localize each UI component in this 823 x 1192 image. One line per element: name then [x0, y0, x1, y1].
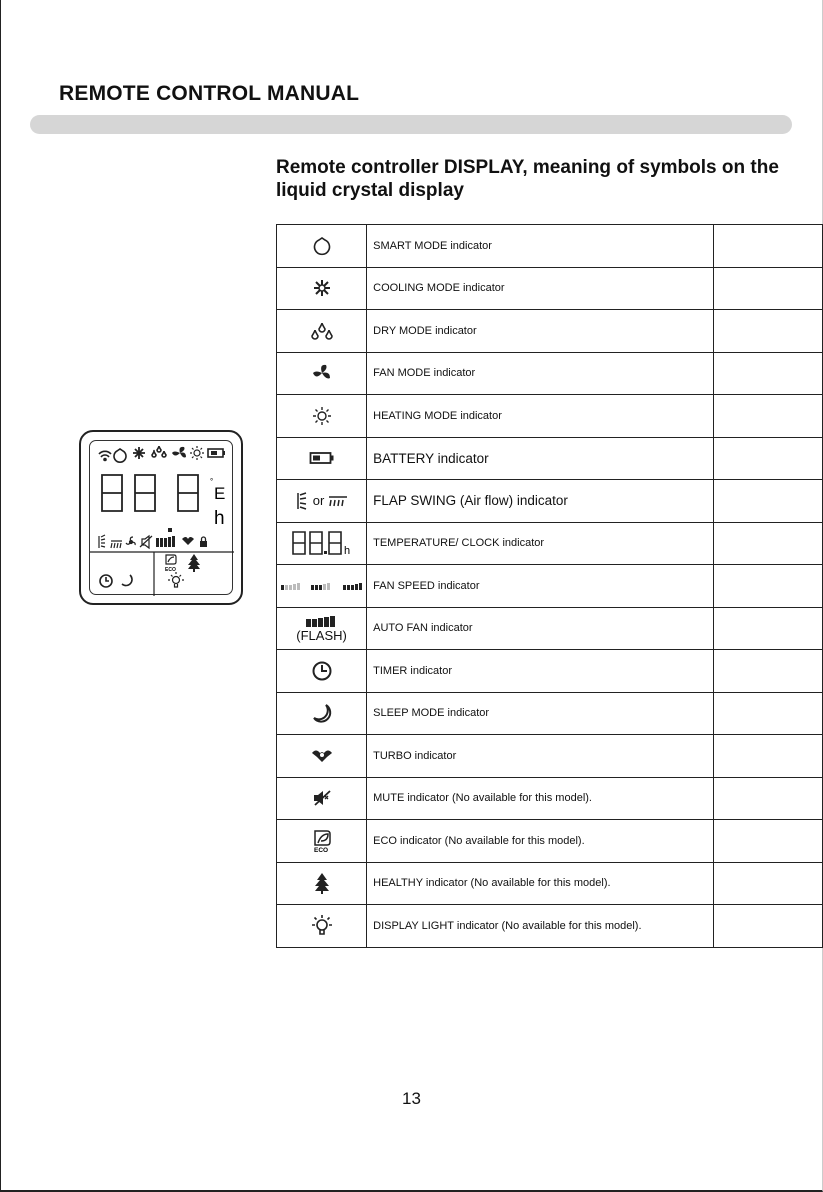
lcd-letter-e: E: [214, 484, 226, 503]
symbol-cell: [277, 777, 367, 820]
table-row: [277, 352, 823, 395]
digits-unit: h: [343, 545, 350, 557]
table-row: [277, 522, 823, 565]
description-cell: TURBO indicator: [367, 735, 642, 778]
turbo-icon: [311, 748, 333, 764]
symbol-cell: [277, 310, 367, 353]
bulb-icon: [168, 572, 184, 587]
description-cell: ECO indicator (No available for this model).: [367, 820, 642, 863]
symbol-cell: [277, 905, 367, 948]
description-cell: HEATING MODE indicator: [367, 395, 642, 438]
table-row: [277, 310, 823, 353]
page-number: 13: [402, 1089, 421, 1108]
fan-icon: [311, 363, 333, 383]
symbol-cell: [277, 225, 367, 268]
symbol-cell: [277, 522, 367, 565]
description-cell: HEALTHY indicator (No available for this model).: [367, 862, 642, 905]
table-row: [277, 820, 823, 863]
lcd-big-digits: [102, 475, 198, 511]
digits-icon: [291, 530, 353, 556]
lock-icon: [200, 537, 207, 547]
battery-icon: [208, 449, 225, 457]
fan-speed-bars: [156, 536, 175, 547]
symbol-cell: [277, 395, 367, 438]
description-cell: FAN MODE indicator: [367, 352, 642, 395]
turbo-icon: [182, 537, 194, 545]
mute-icon: [140, 536, 152, 548]
lcd-display-illustration: [79, 430, 243, 605]
table-row: [277, 480, 823, 523]
snowflake-icon: [133, 447, 145, 459]
table-row: [277, 735, 823, 778]
tree-icon: [313, 872, 331, 894]
manual-title: REMOTE CONTROL MANUAL: [59, 82, 360, 105]
description-cell: SLEEP MODE indicator: [367, 692, 642, 735]
flash-label: (FLASH): [296, 627, 347, 643]
lcd-screen: [89, 440, 233, 595]
description-cell: TEMPERATURE/ CLOCK indicator: [367, 522, 642, 565]
symbol-cell: [277, 735, 367, 778]
drops-icon: [309, 321, 335, 341]
symbol-cell: [277, 820, 367, 863]
table-row: [277, 692, 823, 735]
lcd-decimal-point: [168, 528, 172, 532]
fan-icon: [172, 447, 186, 458]
louver-icon: [328, 494, 348, 508]
moon-icon: [311, 702, 333, 724]
sun-icon: [190, 446, 204, 460]
snowflake-icon: [312, 278, 332, 298]
moon-icon: [122, 575, 132, 586]
symbol-cell: [277, 267, 367, 310]
symbol-cell: [277, 607, 367, 650]
eco-icon: [311, 829, 333, 853]
flap-swing-icon: [99, 535, 105, 548]
clock-icon: [311, 660, 333, 682]
table-row: [277, 862, 823, 905]
table-row: [277, 650, 823, 693]
bulb-icon: [310, 914, 334, 938]
table-row: [277, 395, 823, 438]
louver-icon: [111, 541, 122, 548]
section-title: Remote controller DISPLAY, meaning of symbols on the liquid crystal display: [276, 157, 779, 201]
table-row: [277, 777, 823, 820]
symbol-cell: [277, 480, 367, 523]
description-cell: SMART MODE indicator: [367, 225, 642, 268]
smart-mode-icon: [114, 449, 126, 462]
tree-icon: [188, 554, 200, 572]
symbol-cell: [277, 352, 367, 395]
symbol-cell: [277, 565, 367, 608]
table-row: [277, 267, 823, 310]
eco-icon: [166, 555, 176, 564]
symbols-table: [276, 224, 823, 948]
table-row: [277, 607, 823, 650]
description-cell: MUTE indicator (No available for this model).: [367, 777, 642, 820]
table-row: [277, 437, 823, 480]
description-cell: BATTERY indicator: [367, 437, 642, 480]
smart-mode-icon: [312, 236, 332, 256]
table-row: [277, 565, 823, 608]
mute-icon: [312, 790, 332, 806]
drops-icon: [152, 446, 166, 457]
symbol-cell: [277, 437, 367, 480]
flap-swing-icon: [295, 491, 309, 511]
description-cell: DISPLAY LIGHT indicator (No available for this model).: [367, 905, 642, 948]
description-cell: COOLING MODE indicator: [367, 267, 642, 310]
title-divider-bar: [30, 115, 792, 134]
symbol-cell: [277, 650, 367, 693]
lcd-hour-unit: h: [214, 508, 225, 529]
wifi-icon: [99, 451, 111, 460]
description-cell: FAN SPEED indicator: [367, 565, 642, 608]
battery-icon: [309, 451, 335, 465]
eco-label: ECO: [165, 567, 176, 573]
table-row: [277, 905, 823, 948]
fan-small-icon: [126, 537, 135, 545]
description-cell: TIMER indicator: [367, 650, 642, 693]
description-cell: FLAP SWING (Air flow) indicator: [367, 480, 642, 523]
description-cell: AUTO FAN indicator: [367, 607, 642, 650]
fan-speed-icon: [280, 581, 364, 591]
eco-text: ECO: [313, 846, 328, 853]
or-text: or: [312, 493, 325, 509]
auto-fan-icon: [304, 614, 340, 628]
lcd-degree: °: [210, 477, 214, 486]
sun-icon: [311, 405, 333, 427]
symbol-cell: [277, 692, 367, 735]
symbol-cell: [277, 862, 367, 905]
description-cell: DRY MODE indicator: [367, 310, 642, 353]
table-row: [277, 225, 823, 268]
